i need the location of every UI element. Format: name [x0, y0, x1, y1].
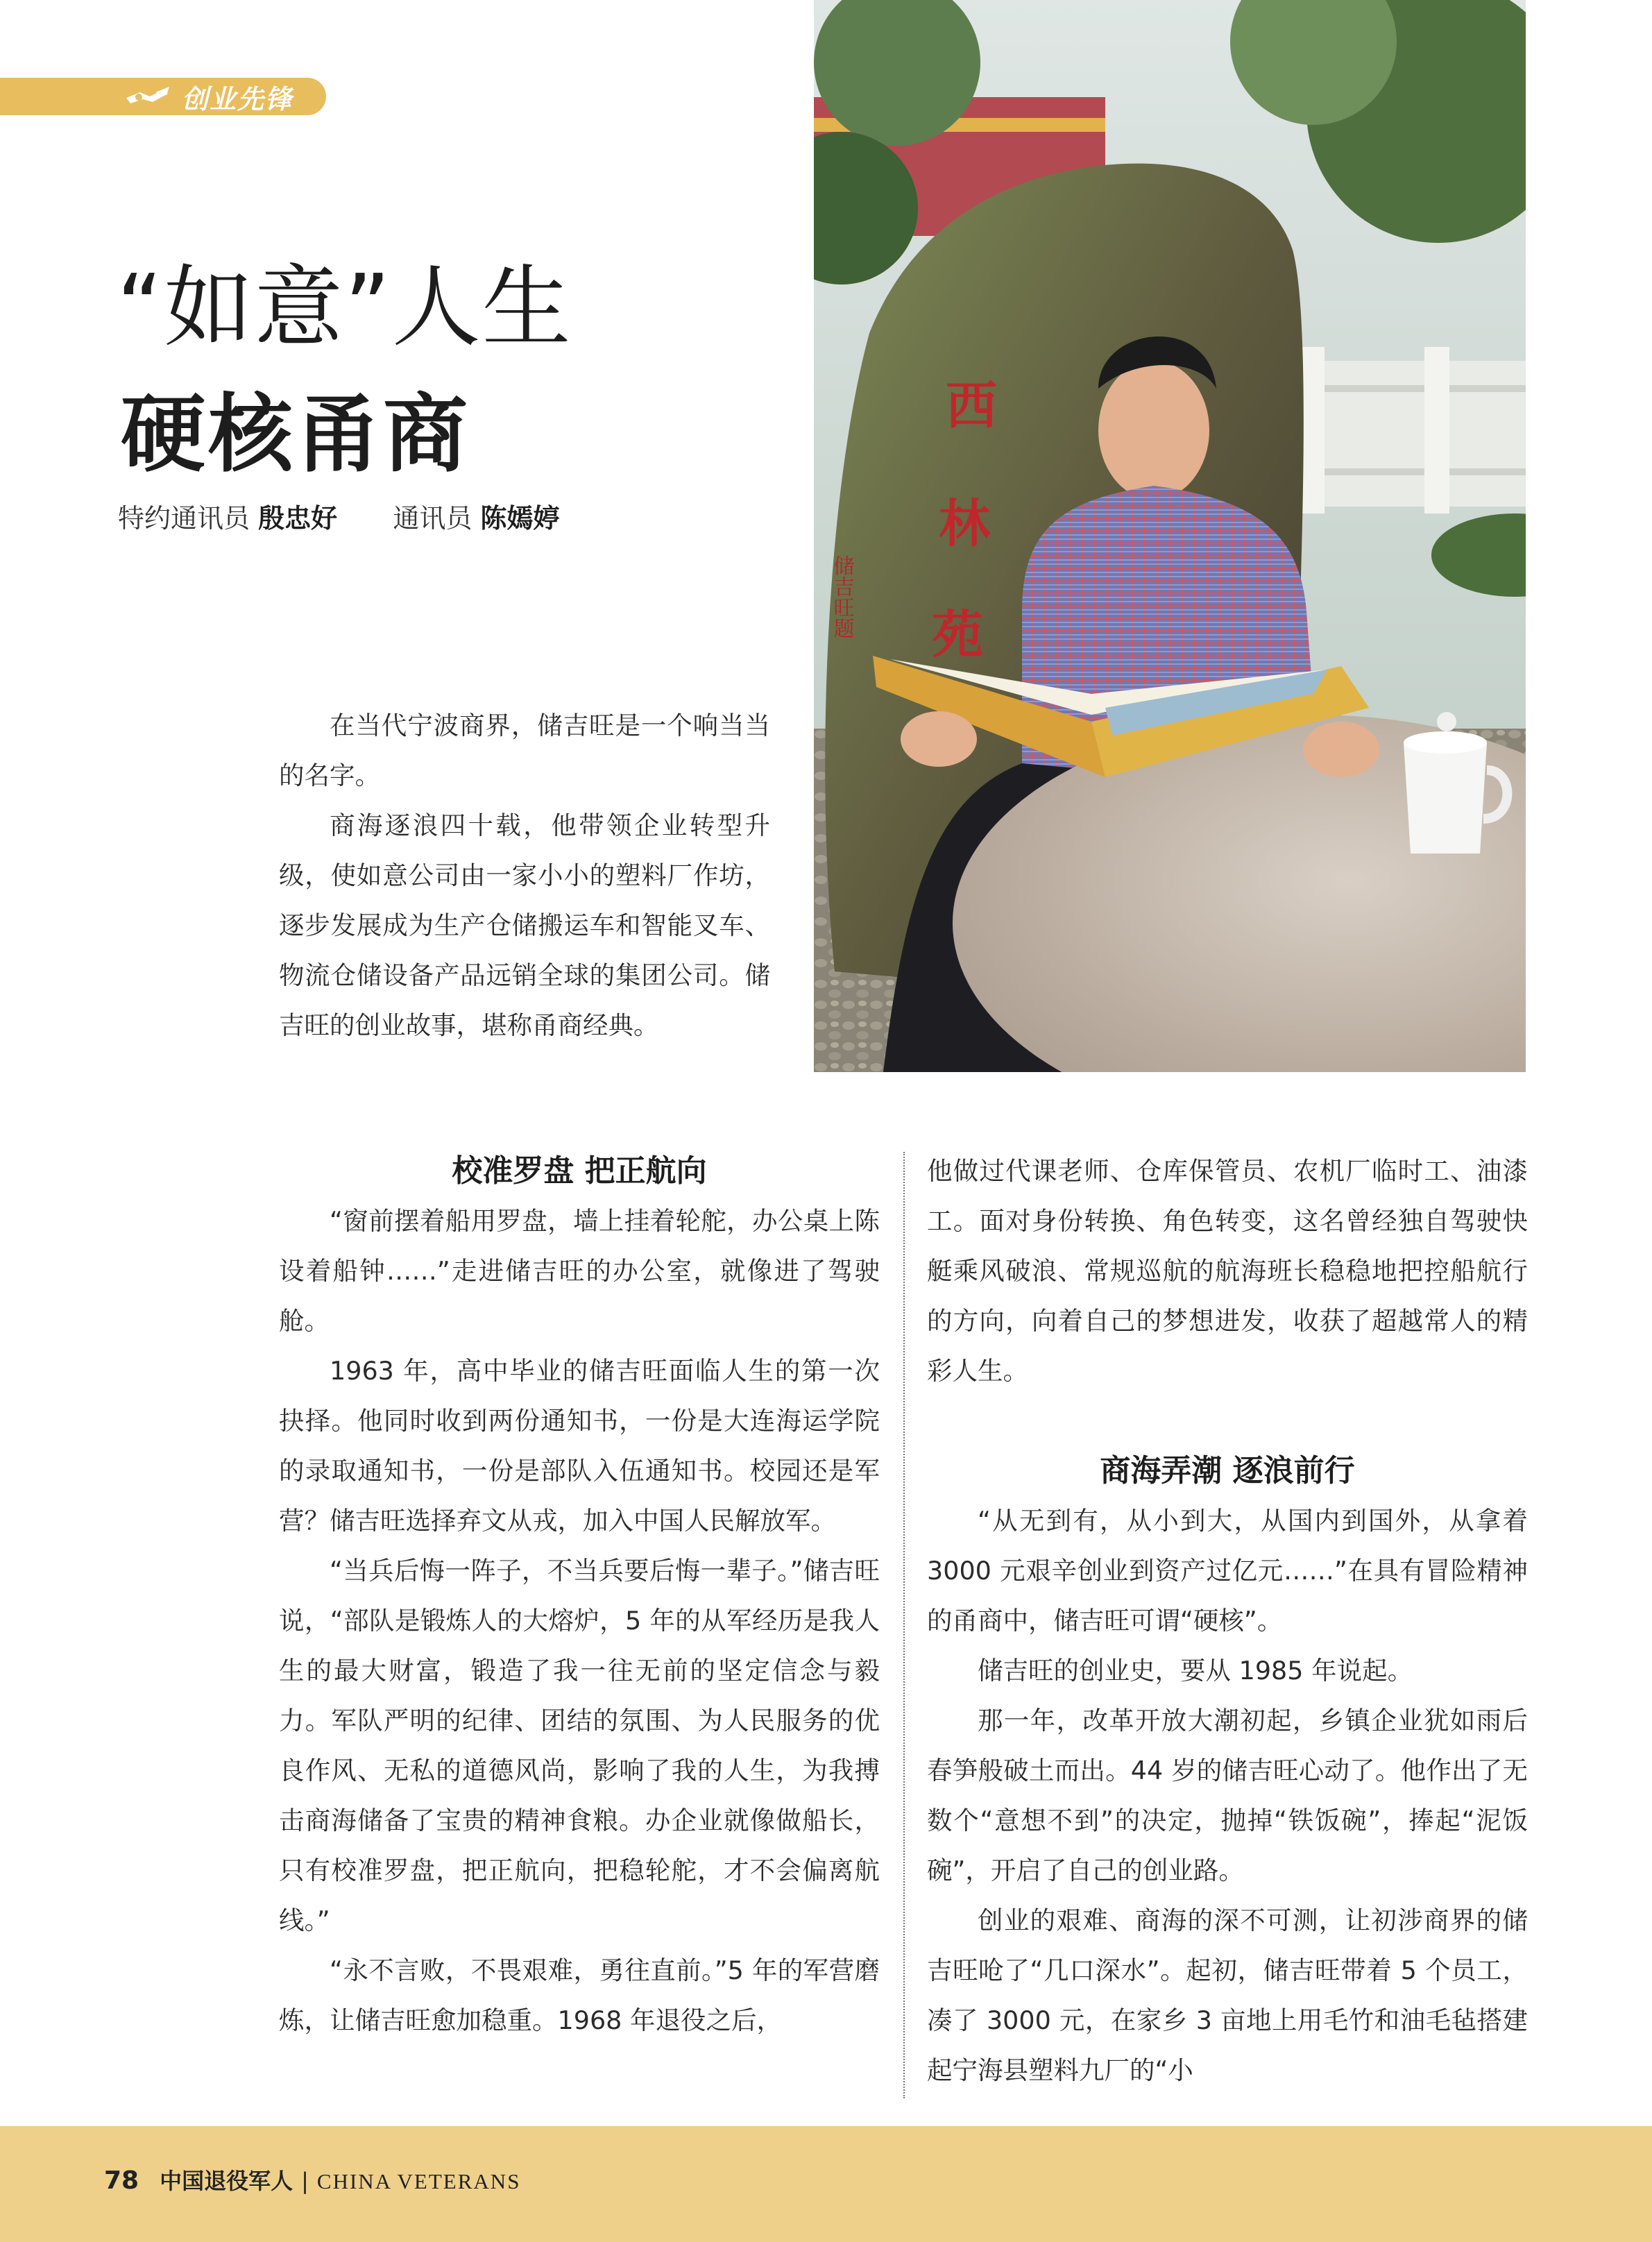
page-footer [104, 2164, 520, 2196]
byline-name2: 陈嫣婷 [480, 503, 560, 534]
byline-name1: 殷忠好 [258, 503, 338, 534]
column-divider [903, 1152, 905, 2098]
article-lead [279, 701, 770, 1051]
page-number: 78 [104, 2166, 139, 2195]
body-paragraph: 储吉旺的创业史，要从 1985 年说起。 [978, 1656, 1413, 1685]
article-title-line1: “如意”人生 [117, 256, 572, 359]
photo-man-reading-book [814, 0, 1526, 1072]
lead-paragraph: 商海逐浪四十载，他带领企业转型升级，使如意公司由一家小小的塑料厂作坊，逐步发展成为生产仓储搬运车和智能叉车、物流仓储设备产品远销全球的集团公司。储吉旺的创业故事，堪称甬商经典。 [279, 810, 770, 1040]
lead-paragraph: 在当代宁波商界，储吉旺是一个响当当的名字。 [279, 711, 770, 790]
svg-text:苑: 苑 [932, 605, 983, 665]
section-tab-label: 创业先锋 [182, 83, 293, 114]
svg-text:林: 林 [939, 494, 990, 554]
article-photo [814, 0, 1526, 1072]
body-paragraph: “窗前摆着船用罗盘，墙上挂着轮舵，办公桌上陈设着船钟……”走进储吉旺的办公室，就像进了驾驶舱。 [279, 1206, 880, 1336]
byline-role2: 通讯员 [393, 503, 472, 534]
svg-text:西: 西 [946, 376, 997, 436]
section-heading: 商海弄潮 逐浪前行 [1100, 1453, 1355, 1488]
pioneer-emblem-icon [122, 83, 172, 110]
body-paragraph: “当兵后悔一阵子，不当兵要后悔一辈子。”储吉旺说，“部队是锻炼人的大熔炉，5 年的从军经历是我人生的最大财富，锻造了我一往无前的坚定信念与毅力。军队严明的纪律、团结的氛围、为人民服务的优良作风、无私的道德风尚，影响了我的人生，为我搏击商海储备了宝贵的精神食粮。办企业就像做船长，只有校准罗盘，把正航向，把稳轮舵，才不会偏离航线。” [279, 1556, 880, 1935]
article-column-right [927, 1146, 1528, 2096]
body-paragraph: 创业的艰难、商海的深不可测，让初涉商界的储吉旺呛了“几口深水”。起初，储吉旺带着 5 个员工，凑了 3000 元，在家乡 3 亩地上用毛竹和油毛毡搭建起宁海县塑料九厂的“小 [927, 1905, 1528, 2085]
byline [118, 497, 559, 535]
body-paragraph-continued: 他做过代课老师、仓库保管员、农机厂临时工、油漆工。面对身份转换、角色转变，这名曾经独自驾驶快艇乘风破浪、常规巡航的航海班长稳稳地把控船航行的方向，向着自己的梦想进发，收获了超越常人的精彩人生。 [927, 1156, 1528, 1386]
article-column-left [279, 1146, 880, 2046]
body-paragraph: 1963 年，高中毕业的储吉旺面临人生的第一次抉择。他同时收到两份通知书，一份是大连海运学院的录取通知书，一份是部队入伍通知书。校园还是军营？储吉旺选择弃文从戎，加入中国人民解放军。 [279, 1356, 880, 1536]
svg-text:储吉旺题: 储吉旺题 [829, 555, 854, 638]
footer-separator: | [301, 2168, 309, 2194]
body-paragraph: “永不言败，不畏艰难，勇往直前。”5 年的军营磨炼，让储吉旺愈加稳重。1968 年退役之后， [279, 1955, 880, 2035]
byline-role1: 特约通讯员 [118, 503, 250, 534]
section-tab [0, 78, 326, 115]
magazine-name-cn: 中国退役军人 [160, 2168, 293, 2194]
magazine-name-en: CHINA VETERANS [316, 2169, 521, 2193]
body-paragraph: 那一年，改革开放大潮初起，乡镇企业犹如雨后春笋般破土而出。44 岁的储吉旺心动了。他作出了无数个“意想不到”的决定，抛掉“铁饭碗”，捧起“泥饭碗”，开启了自己的创业路。 [927, 1706, 1528, 1885]
article-title-line2: 硬核甬商 [121, 385, 470, 484]
section-heading: 校准罗盘 把正航向 [452, 1153, 707, 1189]
body-paragraph: “从无到有，从小到大，从国内到国外，从拿着 3000 元艰辛创业到资产过亿元……”在具有冒险精神的甬商中，储吉旺可谓“硬核”。 [927, 1506, 1528, 1636]
